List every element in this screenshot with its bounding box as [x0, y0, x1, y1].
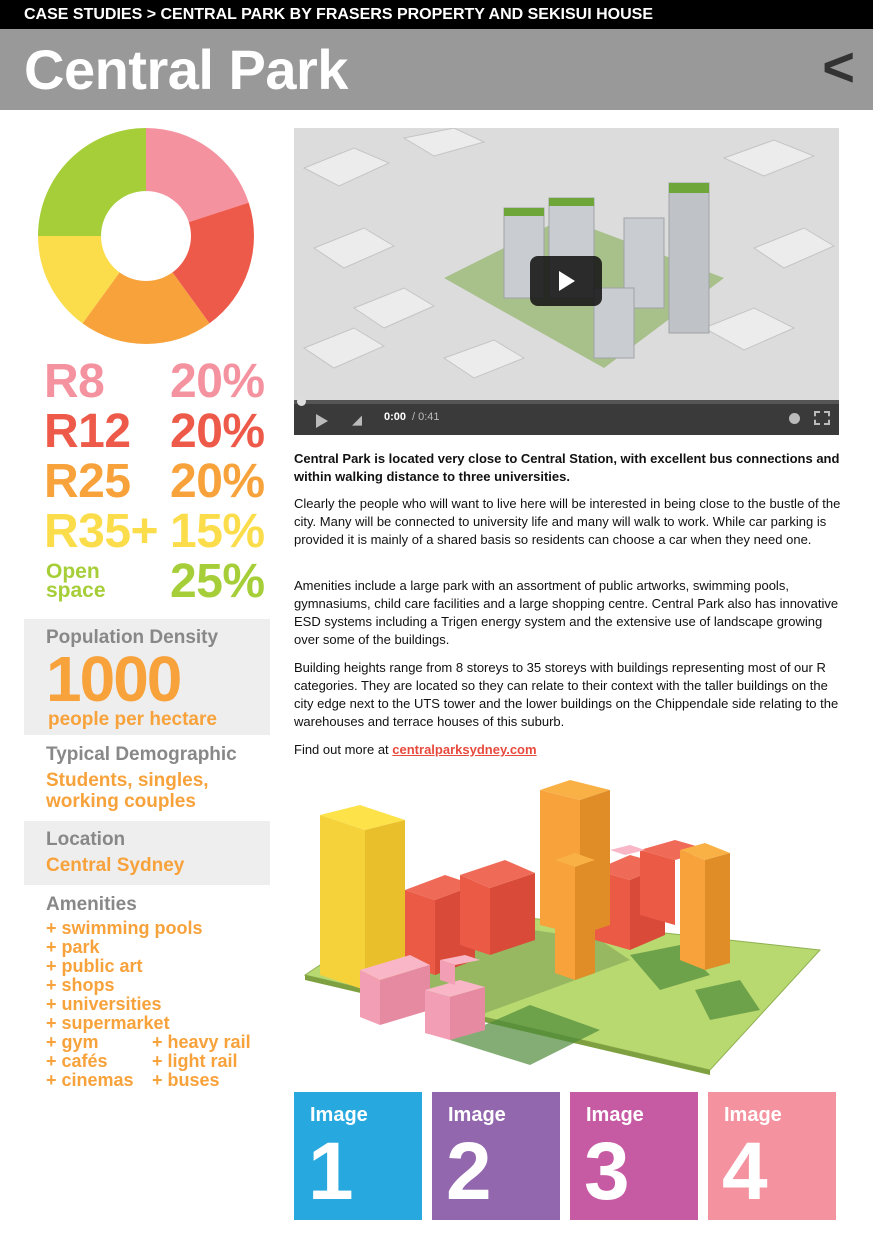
website-link[interactable]: centralparksydney.com	[392, 742, 537, 757]
volume-icon[interactable]: ◢	[352, 412, 362, 427]
stat-label-open: Open	[46, 560, 100, 583]
paragraph-1: Clearly the people who will want to live here will be interested in being close to the bustle of the city. Many will be connected to university life and many will walk to work. While car parking is provided it is mainly of a shared basis so residents can choose a car when they need one.	[294, 496, 841, 547]
stat-label-r12: R12	[44, 405, 131, 458]
list-item: + shops	[46, 975, 115, 995]
population-heading: Population Density	[46, 627, 219, 648]
list-item: + swimming pools	[46, 918, 203, 938]
donut-hole	[101, 191, 191, 281]
amenities-list-transport	[152, 1033, 251, 1090]
stat-pct-r25: 20%	[170, 455, 265, 508]
amenities-box	[24, 892, 270, 916]
intro-paragraph: Central Park is located very close to Central Station, with excellent bus connections and within walking distance to three universities.	[294, 451, 840, 484]
quality-icon[interactable]	[789, 413, 800, 424]
image-tile-number: 4	[722, 1126, 768, 1217]
image-tile-label: Image	[448, 1104, 506, 1126]
list-item: + heavy rail	[152, 1032, 251, 1052]
image-tile-label: Image	[724, 1104, 782, 1126]
location-value: Central Sydney	[46, 855, 185, 876]
stat-label-r35: R35+	[44, 505, 159, 558]
density-donut-chart	[38, 128, 254, 344]
image-tile-number: 3	[584, 1126, 630, 1217]
fullscreen-icon[interactable]	[814, 411, 830, 425]
list-item: + buses	[152, 1070, 220, 1090]
play-control-icon[interactable]	[316, 414, 328, 428]
location-heading: Location	[46, 829, 126, 850]
demographic-box	[24, 742, 270, 812]
list-item: + park	[46, 937, 100, 957]
demographic-heading: Typical Demographic	[46, 744, 237, 765]
image-tile-label: Image	[310, 1104, 368, 1126]
video-controls	[294, 400, 839, 435]
video-current-time: 0:00	[384, 411, 407, 423]
video-duration: / 0:41	[412, 411, 440, 423]
list-item: + light rail	[152, 1051, 238, 1071]
stat-pct-open-space: 25%	[170, 555, 265, 608]
stat-label-r25: R25	[44, 455, 131, 508]
image-tile-3[interactable]	[570, 1092, 698, 1220]
list-item: + cafés	[46, 1051, 108, 1071]
play-button[interactable]	[530, 256, 602, 306]
stat-label-r8: R8	[44, 355, 105, 408]
list-item: + supermarket	[46, 1013, 170, 1033]
image-tile-2[interactable]	[432, 1092, 560, 1220]
stat-label-open-space	[46, 562, 106, 600]
population-unit: people per hectare	[48, 709, 217, 730]
population-density-box	[24, 619, 270, 735]
list-item: + gym	[46, 1032, 99, 1052]
stat-pct-r8: 20%	[170, 355, 265, 408]
progress-handle[interactable]	[297, 397, 306, 406]
paragraph-2: Amenities include a large park with an assortment of public artworks, swimming pools, gymnasiums, child care facilities and a large shopping centre. Central Park also has innovative ESD systems including a Trigen energy system and the extensive use of landscape growing over some of the buildings.	[294, 578, 839, 647]
site-model-illustration	[300, 775, 830, 1075]
back-button[interactable]: <	[822, 35, 855, 98]
list-item: + cinemas	[46, 1070, 134, 1090]
amenities-heading: Amenities	[46, 894, 137, 915]
find-out-more-label: Find out more at	[294, 742, 393, 757]
breadcrumb: CASE STUDIES > CENTRAL PARK BY FRASERS PROPERTY AND SEKISUI HOUSE	[0, 0, 873, 29]
location-box	[24, 821, 270, 885]
list-item: + public art	[46, 956, 143, 976]
page-title: Central Park	[24, 38, 348, 101]
stat-label-space: space	[46, 579, 106, 602]
stat-pct-r35: 15%	[170, 505, 265, 558]
image-tile-1[interactable]	[294, 1092, 422, 1220]
demographic-line1: Students, singles,	[46, 770, 209, 791]
population-value: 1000	[46, 643, 181, 715]
title-bar	[0, 29, 873, 110]
progress-track[interactable]	[294, 400, 839, 404]
image-tile-4[interactable]	[708, 1092, 836, 1220]
paragraph-3: Building heights range from 8 storeys to 35 storeys with buildings representing most of our R categories. They are located so they can relate to their context with the taller buildings on the city edge next to the UTS tower and the lower buildings on the Chippendale side relating to the warehouses and terrace houses of this suburb.	[294, 660, 839, 729]
video-player[interactable]	[294, 128, 839, 435]
stat-pct-r12: 20%	[170, 405, 265, 458]
image-tile-number: 1	[308, 1126, 354, 1217]
image-tile-number: 2	[446, 1126, 492, 1217]
find-out-more	[294, 741, 842, 759]
list-item: + universities	[46, 994, 162, 1014]
image-tile-label: Image	[586, 1104, 644, 1126]
play-icon	[559, 271, 575, 291]
demographic-line2: working couples	[46, 791, 196, 812]
